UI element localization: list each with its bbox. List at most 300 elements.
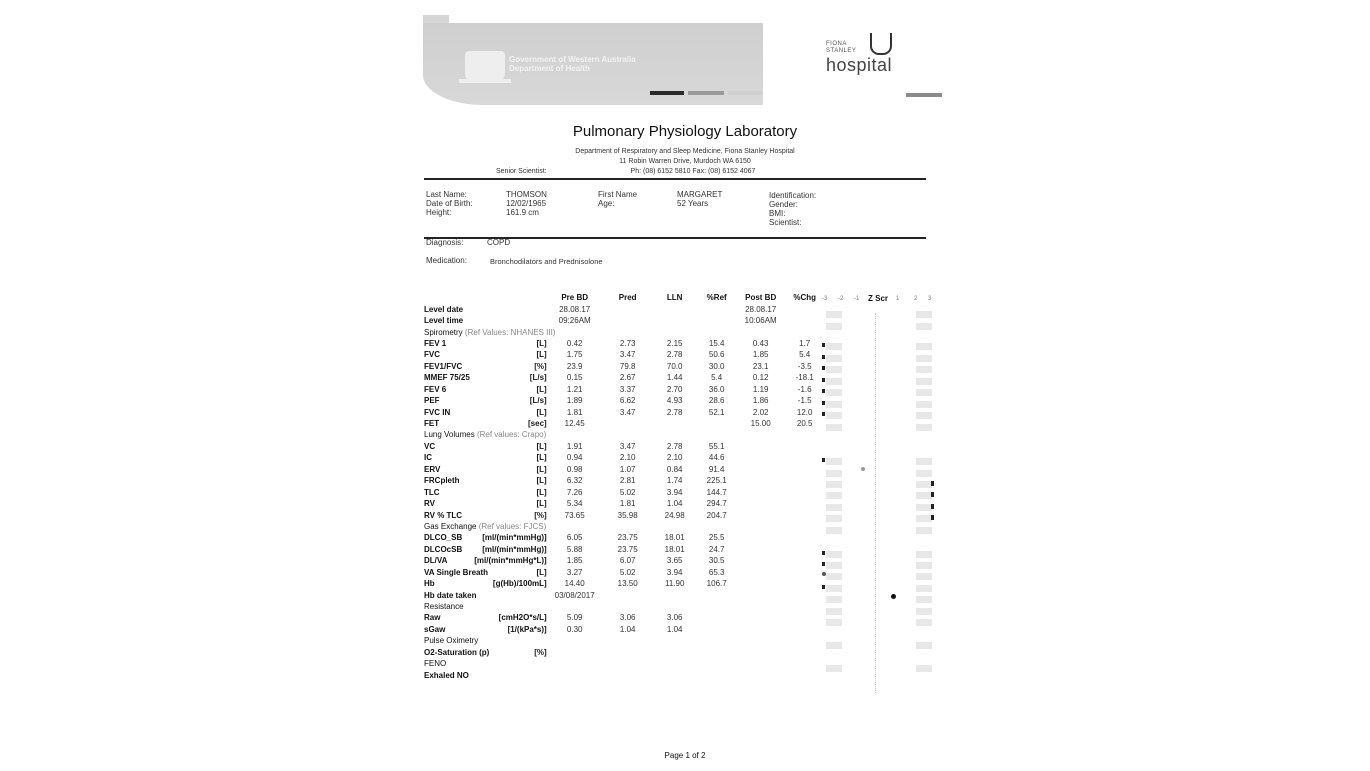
post-bd-value: 2.02 [752,407,769,417]
post-bd-value [737,589,785,600]
hospital-line3: hospital [826,55,893,75]
pre-bd-value: 5.09 [566,613,583,623]
row-label: Hb [424,579,435,589]
pred-value: 23.75 [617,533,638,543]
row-label: sGaw [424,624,446,634]
pct-chg-value [785,486,825,497]
patient-labels-mid [598,190,637,208]
table-row [424,486,825,497]
post-bd-value: 10:06AM [744,316,777,326]
stripe-mid [688,91,724,95]
row-unit: [L] [536,407,547,417]
post-bd-value [737,475,785,486]
lln-value: 4.93 [666,396,683,406]
zscore-marker [822,562,825,566]
lln-value: 3.94 [666,567,683,577]
table-row-level-date [424,303,825,314]
row-label: FRCpleth [424,476,460,486]
table-row [424,418,825,429]
zscore-tick: 2 [914,296,918,302]
report-page [420,15,950,771]
pct-ref-value: 28.6 [708,396,725,406]
zscore-tick: 3 [928,296,932,302]
phone-fax: Ph: (08) 6152 5810 Fax: (08) 6152 4067 [630,168,756,175]
pct-ref-value [697,624,737,635]
row-label: MMEF 75/25 [424,373,470,383]
post-bd-value: 1.19 [752,384,769,394]
pct-chg-value [785,567,825,578]
pre-bd-value: 0.42 [566,338,583,348]
zscore-marker [822,412,825,416]
row-unit: [sec] [528,419,547,429]
post-bd-value: 28.08.17 [745,304,777,314]
section-title: Pulse Oximetry [424,636,479,646]
zscore-bar-placeholder [916,573,932,580]
zscore-bar-placeholder [916,481,932,488]
lln-value: 18.01 [664,544,685,554]
address: 11 Robin Warren Drive, Murdoch WA 6150 [619,158,751,165]
zscore-bar-placeholder [916,401,932,408]
zscore-bar-placeholder [916,527,932,534]
column-header: Post BD [745,293,777,303]
row-unit: [L] [536,487,547,497]
pred-value: 1.07 [619,464,636,474]
row-label: Hb date taken [424,590,477,600]
post-bd-value [737,509,785,520]
table-row [424,624,825,635]
pred-value: 1.81 [619,499,636,509]
zscore-bar-placeholder [916,424,932,431]
lln-value: 3.06 [666,613,683,623]
section-header [424,601,825,612]
pct-ref-value [697,669,737,680]
zscore-bar-placeholder [916,323,932,330]
table-row [424,669,825,680]
age-value: 52 Years [677,199,709,208]
post-bd-value: 15.00 [750,419,771,429]
lln-value: 18.01 [664,533,685,543]
column-header: Pred [618,293,637,303]
pre-bd-value: 5.34 [566,499,583,509]
report-title: Pulmonary Physiology Laboratory [572,123,798,140]
zscore-bar-placeholder [826,343,842,350]
pred-value [603,669,653,680]
row-unit: [L] [536,476,547,486]
lln-value [653,418,697,429]
pred-value: 13.50 [617,579,638,589]
table-row [424,361,825,372]
pre-bd-value: 5.88 [566,544,583,554]
zscore-bar-placeholder [826,412,842,419]
table-row [424,338,825,349]
row-unit [528,303,547,314]
pre-bd-value: 0.30 [566,624,583,634]
zscore-marker [822,401,825,405]
row-unit: [L] [536,338,547,348]
row-label-with-unit [424,624,547,635]
pre-bd-value: 73.65 [564,510,585,520]
lln-value: 1.44 [666,373,683,383]
row-label: DLCOcSB [424,544,463,554]
pct-ref-value: 55.1 [708,441,725,451]
zscore-bar-placeholder [826,504,842,511]
pre-bd-value: 12.45 [564,419,585,429]
pct-chg-value [785,532,825,543]
pct-chg-value: -18.1 [795,373,814,383]
row-unit [528,669,547,680]
row-label: O2-Saturation (p) [424,647,490,657]
lln-value: 2.15 [666,338,683,348]
zscore-bar-placeholder [826,470,842,477]
post-bd-value [737,452,785,463]
zscore-bar-placeholder [916,343,932,350]
zscore-bar-placeholder [916,504,932,511]
table-row [424,544,825,555]
row-unit: [cmH2O*s/L] [498,613,547,623]
zscore-bar-placeholder [826,596,842,603]
pre-bd-value: 1.81 [566,407,583,417]
age-label: Age: [598,199,615,208]
row-label: Raw [424,613,441,623]
pct-chg-value [785,498,825,509]
zscore-bar-placeholder [826,573,842,580]
pct-chg-value [785,669,825,680]
row-label: RV [424,499,435,509]
section-title-cell [424,635,825,646]
pct-ref-value: 106.7 [706,579,727,589]
row-label-with-unit [424,578,547,589]
hospital-line1: FIONA [826,41,847,47]
pct-ref-value: 50.6 [708,350,725,360]
table-header-row [424,292,825,303]
lln-value: 70.0 [666,361,683,371]
table-row [424,452,825,463]
table-row-level-time [424,315,825,326]
pre-bd-value: 0.15 [566,373,583,383]
pre-bd-value: 09:26AM [558,316,591,326]
post-bd-value [737,578,785,589]
post-bd-value [737,486,785,497]
row-unit: [ml/(min*mmHg)] [482,533,547,543]
diagnosis-label: Diagnosis: [426,238,464,247]
zscore-bar-placeholder [916,642,932,649]
pct-chg-value [785,589,825,600]
section-header [424,521,825,532]
row-unit: [L] [536,464,547,474]
dob-value: 12/02/1965 [506,199,547,208]
pre-bd-value: 03/08/2017 [554,590,595,600]
row-unit: [L/s] [529,396,547,406]
row-unit: [%] [534,361,547,371]
zscore-bar-placeholder [916,515,932,522]
pred-value: 6.62 [619,396,636,406]
section-header [424,429,825,440]
pct-chg-value [785,555,825,566]
pct-ref-value [697,612,737,623]
post-bd-value [737,544,785,555]
section-title-cell [424,601,825,612]
section-title: Lung Volumes [424,430,475,440]
zscore-bar-placeholder [826,665,842,672]
table-row [424,406,825,417]
table-row [424,555,825,566]
row-unit [528,315,547,326]
last-name-label: Last Name: [426,190,467,199]
table-row [424,589,825,600]
pred-value: 3.47 [619,441,636,451]
table-row [424,532,825,543]
post-bd-value [737,532,785,543]
row-unit: [L] [536,350,547,360]
table-row [424,567,825,578]
zscore-marker [822,585,825,589]
zscore-bar-placeholder [916,551,932,558]
row-label: FEV 6 [424,384,447,394]
section-title: FENO [424,659,447,669]
row-label: RV % TLC [424,510,463,520]
zscore-marker [822,366,825,370]
pct-chg-value [785,544,825,555]
pre-bd-value: 3.27 [566,567,583,577]
post-bd-value [737,647,785,658]
zscore-bar-placeholder [826,527,842,534]
table-row [424,578,825,589]
table-row [424,395,825,406]
hospital-line2: STANLEY [826,48,857,54]
zscore-tick: -2 [838,296,844,302]
pct-chg-value: 20.5 [796,419,813,429]
lln-value: 24.98 [664,510,685,520]
row-label: DLCO_SB [424,533,463,543]
zscore-bar-placeholder [826,323,842,330]
section-title-cell [424,521,825,532]
pred-value: 3.06 [619,613,636,623]
pred-value: 35.98 [617,510,638,520]
pre-bd-value: 23.9 [566,361,583,371]
zscore-bar-placeholder [826,492,842,499]
pct-chg-value [785,452,825,463]
zscore-marker [891,594,896,599]
pred-value: 2.67 [619,373,636,383]
zscore-bar-placeholder [826,515,842,522]
page-number: Page 1 of 2 [664,751,706,760]
row-label: FET [424,419,440,429]
zscore-marker [822,458,825,462]
pct-ref-value: 36.0 [708,384,725,394]
zscore-bar-placeholder [826,585,842,592]
section-reference: (Ref Values: NHANES III) [464,327,556,337]
post-bd-value: 23.1 [752,361,769,371]
pred-value: 5.02 [619,567,636,577]
pre-bd-value [547,647,603,658]
diagnosis-value: COPD [487,238,511,247]
zscore-bar-placeholder [916,412,932,419]
zscore-marker [822,378,825,382]
pred-value: 2.73 [619,338,636,348]
zscore-bar-placeholder [916,596,932,603]
pred-value: 1.04 [619,624,636,634]
hospital-emblem-icon [870,33,892,55]
row-label: ERV [424,464,441,474]
height-value: 161.9 cm [506,208,539,217]
wa-crest-base [459,79,511,83]
pct-chg-value [785,475,825,486]
row-label: Level date [424,304,464,314]
pre-bd-value: 6.05 [566,533,583,543]
row-label: FVC IN [424,407,451,417]
pct-ref-value: 225.1 [706,476,727,486]
column-header: LLN [666,293,683,303]
pct-chg-value [785,647,825,658]
pre-bd-value: 0.94 [566,453,583,463]
row-unit: [g(Hb)/100mL] [492,579,547,589]
lln-value: 3.65 [666,556,683,566]
zscore-bar-placeholder [826,389,842,396]
zscore-bar-placeholder [826,458,842,465]
empty [697,303,737,314]
zscore-bar-placeholder [916,562,932,569]
row-label-with-unit [424,544,547,555]
section-reference: (Ref values: Crapo) [476,430,547,440]
section-reference: (Ref values: FJCS) [478,521,547,531]
row-label: VC [424,441,436,451]
section-title: Spirometry [424,327,463,337]
gov-line1: Government of Western Australia [509,55,636,64]
section-title: Resistance [424,602,464,612]
pre-bd-value: 14.40 [564,579,585,589]
pred-value: 79.8 [619,361,636,371]
height-label: Height: [426,208,452,217]
pct-chg-value: -3.5 [797,361,812,371]
zscore-tick: -1 [854,296,860,302]
row-label: PEF [424,396,440,406]
lln-value: 2.78 [666,350,683,360]
post-bd-value: 0.12 [752,373,769,383]
row-label: IC [424,453,432,463]
pred-value: 2.10 [619,453,636,463]
pre-bd-value: 1.89 [566,396,583,406]
table-row [424,647,825,658]
post-bd-value [737,441,785,452]
lln-value [653,669,697,680]
section-title: Gas Exchange [424,521,477,531]
zscore-marker [931,481,934,486]
pct-chg-value: 1.7 [799,338,811,348]
zscore-bar-placeholder [826,562,842,569]
table-row [424,475,825,486]
pred-value: 6.07 [619,556,636,566]
pct-ref-value [697,647,737,658]
table-row [424,612,825,623]
row-label-with-unit [424,612,547,623]
row-unit [528,589,547,600]
row-unit: [L/s] [529,373,547,383]
pct-ref-value: 30.5 [708,556,725,566]
pct-chg-value [785,624,825,635]
stripe-right [906,93,942,97]
post-bd-value [737,669,785,680]
post-bd-value [737,567,785,578]
zscore-marker [822,355,825,359]
stripe-light [728,91,762,95]
empty [603,303,653,314]
patient-values-mid [677,190,722,208]
zscore-marker [931,515,934,520]
first-name-value: MARGARET [677,190,723,199]
lln-value: 2.70 [666,384,683,394]
lln-value [653,647,697,658]
empty [603,315,653,326]
pre-bd-value: 28.08.17 [559,304,591,314]
zscore-bar-placeholder [826,401,842,408]
lln-value: 2.10 [666,453,683,463]
pred-value: 5.02 [619,487,636,497]
zscore-marker [822,572,826,576]
zscore-marker [822,389,825,393]
zscore-bar-placeholder [826,608,842,615]
column-header: Pre BD [561,293,589,303]
table-row [424,441,825,452]
table-row [424,384,825,395]
section-header [424,658,825,669]
row-label: Level time [424,316,464,326]
column-header: %Chg [793,293,817,303]
results-table [424,292,828,681]
pre-bd-value: 6.32 [566,476,583,486]
zscore-bar-placeholder [826,551,842,558]
row-unit: [ml/(min*mmHg*L)] [474,556,547,566]
pct-ref-value: 65.3 [708,567,725,577]
row-unit: [L] [536,567,547,577]
patient-labels-right [769,191,816,227]
zscore-bar-placeholder [826,424,842,431]
pct-ref-value [697,589,737,600]
row-label: Exhaled NO [424,670,469,680]
zscore-bar-placeholder [826,642,842,649]
zscore-marker [931,492,934,497]
pct-ref-value: 294.7 [706,499,727,509]
lln-value: 0.84 [666,464,683,474]
pre-bd-value [547,669,603,680]
header-blank [528,292,547,303]
pct-chg-value [785,441,825,452]
pct-chg-value: 12.0 [796,407,813,417]
pred-value: 3.37 [619,384,636,394]
empty [653,303,697,314]
zscore-label: Z Scr [868,294,889,303]
row-label: VA Single Breath [424,567,489,577]
pred-value [603,647,653,658]
row-unit: [1/(kPa*s)] [507,624,547,634]
medication-value: Bronchodilators and Prednisolone [490,257,603,266]
lln-value: 3.94 [666,487,683,497]
zscore-bar-placeholder [916,366,932,373]
post-bd-value: 1.85 [752,350,769,360]
department: Department of Respiratory and Sleep Medicine, Fiona Stanley Hospital [575,148,795,155]
last-name-value: THOMSON [506,190,547,199]
medication-label: Medication: [426,256,467,265]
section-title-cell [424,326,825,337]
zscore-bar-placeholder [916,389,932,396]
section-title-cell [424,658,825,669]
pre-bd-value: 1.21 [566,384,583,394]
zscore-bar-placeholder [826,311,842,318]
zscore-bar-placeholder [826,378,842,385]
pct-ref-value: 91.4 [708,464,725,474]
pct-ref-value: 44.6 [708,453,725,463]
zscore-bar-placeholder [916,492,932,499]
column-header: %Ref [706,293,727,303]
